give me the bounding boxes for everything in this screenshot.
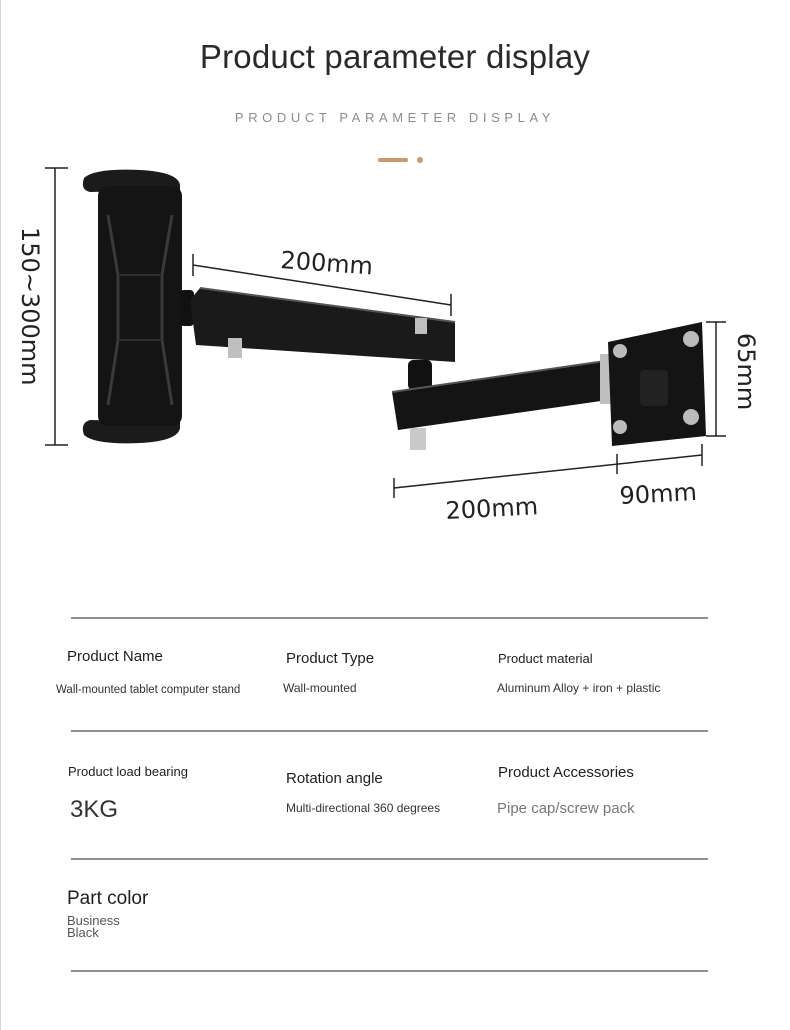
product-material-value: Aluminum Alloy + iron + plastic [497,681,661,695]
wall-mount-plate [608,322,706,446]
part-color-value [67,915,120,939]
table-rule-top [71,617,708,619]
product-type-label: Product Type [286,650,375,667]
accessories-label: Product Accessories [498,764,634,781]
page-title: Product parameter display [199,38,591,75]
base-width-label: 90mm [618,477,698,510]
part-color-value-line1: Business [67,913,120,928]
rotation-angle-label: Rotation angle [286,770,383,787]
table-rule-bottom [71,970,708,972]
tablet-clamp [83,170,194,444]
lower-arm-label: 200mm [444,492,539,525]
product-name-value: Wall-mounted tablet computer stand [56,684,241,696]
base-height-dimension [706,322,726,436]
holder-height-dimension [45,168,68,445]
accessories-value: Pipe cap/screw pack [497,800,635,817]
part-color-value-line2: Black [67,925,99,940]
table-rule-2 [71,730,708,732]
base-height-label: 65mm [732,333,760,411]
rotation-angle-value: Multi-directional 360 degrees [286,801,441,815]
product-material-label: Product material [498,651,593,666]
product-name-label: Product Name [67,648,163,665]
upper-arm [190,288,455,390]
holder-height-label: 150~300mm [16,227,44,386]
product-dimension-diagram [0,150,790,550]
upper-arm-label: 200mm [279,246,374,281]
part-color-label: Part color [67,888,149,909]
load-bearing-label: Product load bearing [68,764,188,779]
table-rule-3 [71,858,708,860]
product-type-value: Wall-mounted [283,681,357,695]
load-bearing-value: 3KG [70,796,119,823]
page-subtitle: PRODUCT PARAMETER DISPLAY [234,110,556,125]
